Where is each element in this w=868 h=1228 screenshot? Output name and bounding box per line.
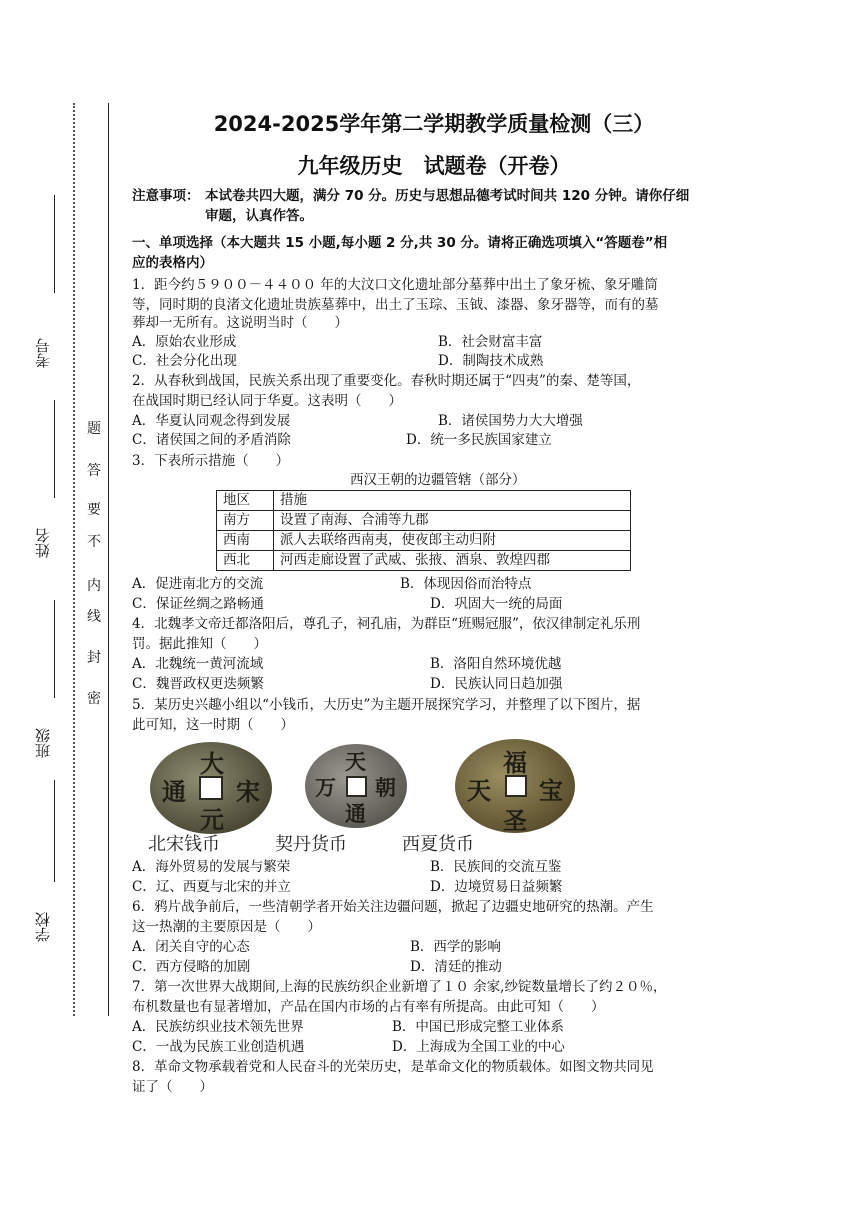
question-stem: 这一热潮的主要原因是（ ） xyxy=(132,919,321,935)
question-stem: 8．革命文物承载着党和人民奋斗的光荣历史，是革命文化的物质载体。如图文物共同见 xyxy=(132,1059,654,1075)
option-c: C．西方侵略的加剧 xyxy=(132,959,251,975)
coin-char: 宋 xyxy=(236,777,260,806)
school-blank xyxy=(54,780,55,882)
option-c: C．一战为民族工业创造机遇 xyxy=(132,1039,305,1055)
coin-char: 元 xyxy=(200,805,224,834)
option-a: A．海外贸易的发展与繁荣 xyxy=(132,859,291,875)
seal-char: 内 xyxy=(87,578,101,594)
table-row xyxy=(217,531,631,551)
table-cell: 西北 xyxy=(217,551,274,571)
option-c: C．辽、西夏与北宋的并立 xyxy=(132,879,291,895)
western-xia-coin-image xyxy=(455,739,575,833)
coin-char: 天 xyxy=(345,749,366,774)
name-label: 姓名 xyxy=(34,528,52,558)
option-a: A．民族纺织业技术领先世界 xyxy=(132,1019,304,1035)
question-stem: 罚。据此推知（ ） xyxy=(132,636,267,652)
coin-char: 通 xyxy=(345,801,366,826)
option-a: A．华夏认同观念得到发展 xyxy=(132,413,291,429)
coin-char: 朝 xyxy=(375,775,396,800)
coin-char: 万 xyxy=(315,775,336,800)
option-c: C．诸侯国之间的矛盾消除 xyxy=(132,432,291,448)
coin-caption: 契丹货币 xyxy=(275,834,347,855)
class-blank xyxy=(54,600,55,698)
table-header-cell: 地区 xyxy=(217,491,274,511)
exam-subtitle: 九年级历史 试题卷（开卷） xyxy=(297,154,571,178)
binding-solid-line xyxy=(108,103,109,1016)
coin-hole xyxy=(199,776,223,800)
option-c: C．保证丝绸之路畅通 xyxy=(132,596,264,612)
seal-char: 答 xyxy=(87,463,101,479)
table-cell: 设置了南海、合浦等九郡 xyxy=(274,511,631,531)
option-a: A．闭关自守的心态 xyxy=(132,939,250,955)
table-header-cell: 措施 xyxy=(274,491,631,511)
option-d: D．边境贸易日益频繁 xyxy=(430,879,563,895)
seal-char: 封 xyxy=(87,650,101,666)
question-stem: 在战国时期已经认同于华夏。这表明（ ） xyxy=(132,393,402,409)
table-header-row xyxy=(217,491,631,511)
option-d: D．民族认同日趋加强 xyxy=(430,676,563,692)
coin-char: 大 xyxy=(200,749,224,778)
frontier-table xyxy=(216,490,631,571)
question-stem: 7．第一次世界大战期间,上海的民族纺织企业新增了１０ 余家,纱锭数量增长了约２０％， xyxy=(132,979,667,995)
seal-char: 要 xyxy=(87,502,101,518)
question-stem: 此可知，这一时期（ ） xyxy=(132,717,294,733)
option-d: D．统一多民族国家建立 xyxy=(406,432,552,448)
coin-char: 宝 xyxy=(539,776,563,805)
option-c: C．魏晋政权更迭频繁 xyxy=(132,676,264,692)
notice-line: 审题，认真作答。 xyxy=(205,208,313,224)
table-caption: 西汉王朝的边疆管辖（部分） xyxy=(350,472,526,488)
option-b: B．西学的影响 xyxy=(410,939,501,955)
coin-char: 圣 xyxy=(503,806,527,835)
option-b: B．体现因俗而治特点 xyxy=(400,576,532,592)
question-stem: 等，同时期的良渚文化遗址贵族墓葬中，出土了玉琮、玉钺、漆器、象牙器等，而有的墓 xyxy=(132,297,659,313)
seal-char: 不 xyxy=(87,534,101,550)
coin-caption: 北宋钱币 xyxy=(148,834,220,855)
option-a: A．促进南北方的交流 xyxy=(132,576,264,592)
option-d: D．制陶技术成熟 xyxy=(438,353,544,369)
option-a: A．北魏统一黄河流域 xyxy=(132,656,264,672)
option-d: D．清廷的推动 xyxy=(410,959,502,975)
coin-caption: 西夏货币 xyxy=(402,834,474,855)
table-row xyxy=(217,551,631,571)
table-cell: 南方 xyxy=(217,511,274,531)
exam-number-blank xyxy=(54,195,55,293)
option-d: D．巩固大一统的局面 xyxy=(430,596,563,612)
question-stem: 3．下表所示措施（ ） xyxy=(132,453,290,469)
option-b: B．中国已形成完整工业体系 xyxy=(392,1019,564,1035)
coin-hole xyxy=(346,776,367,797)
khitan-coin-image xyxy=(305,744,407,828)
option-c: C．社会分化出现 xyxy=(132,353,237,369)
table-cell: 西南 xyxy=(217,531,274,551)
section-heading: 应的表格内） xyxy=(132,255,213,271)
coin-char: 福 xyxy=(503,748,527,777)
question-stem: 布机数量也有显著增加，产品在国内市场的占有率有所提高。由此可知（ ） xyxy=(132,999,605,1015)
seal-char: 题 xyxy=(87,421,101,437)
fold-dotted-line xyxy=(73,103,75,1016)
table-cell: 河西走廊设置了武威、张掖、酒泉、敦煌四郡 xyxy=(274,551,631,571)
section-heading: 一、单项选择（本大题共 15 小题,每小题 2 分,共 30 分。请将正确选项填入“答题卷”相 xyxy=(132,235,668,251)
option-a: A．原始农业形成 xyxy=(132,334,237,350)
option-b: B．社会财富丰富 xyxy=(438,334,543,350)
coin-hole xyxy=(505,775,527,797)
table-row xyxy=(217,511,631,531)
class-label: 班级 xyxy=(34,728,52,758)
question-stem: 2．从春秋到战国，民族关系出现了重要变化。春秋时期还属于“四夷”的秦、楚等国， xyxy=(132,373,641,389)
coin-char: 天 xyxy=(467,776,491,805)
northern-song-coin-image xyxy=(150,742,272,834)
question-stem: 6．鸦片战争前后，一些清朝学者开始关注边疆问题，掀起了边疆史地研究的热潮。产生 xyxy=(132,899,654,915)
exam-number-label: 考号 xyxy=(34,338,52,368)
question-stem: 证了（ ） xyxy=(132,1079,213,1095)
notice-line: 本试卷共四大题，满分 70 分。历史与思想品德考试时间共 120 分钟。请你仔细 xyxy=(205,188,690,204)
option-b: B．诸侯国势力大大增强 xyxy=(438,413,583,429)
question-stem: 4．北魏孝文帝迁都洛阳后，尊孔子，祠孔庙，为群臣“班赐冠服”，依汉律制定礼乐刑 xyxy=(132,616,641,632)
option-b: B．民族间的交流互鉴 xyxy=(430,859,562,875)
option-d: D．上海成为全国工业的中心 xyxy=(392,1039,565,1055)
question-stem: 葬却一无所有。这说明当时（ ） xyxy=(132,315,348,331)
coin-char: 通 xyxy=(162,777,186,806)
question-stem: 5．某历史兴趣小组以“小钱币，大历史”为主题开展探究学习，并整理了以下图片，据 xyxy=(132,697,641,713)
table-cell: 派人去联络西南夷，使夜郎主动归附 xyxy=(274,531,631,551)
option-b: B．洛阳自然环境优越 xyxy=(430,656,562,672)
exam-title: 2024-2025学年第二学期教学质量检测（三） xyxy=(213,112,655,136)
seal-char: 线 xyxy=(87,609,101,625)
notice-label: 注意事项： xyxy=(132,188,200,204)
seal-char: 密 xyxy=(87,691,101,707)
school-label: 学校 xyxy=(34,912,52,942)
question-stem: 1．距今约５９００－４４００ 年的大汶口文化遗址部分墓葬中出土了象牙梳、象牙雕筒 xyxy=(132,277,658,293)
name-blank xyxy=(54,400,55,498)
